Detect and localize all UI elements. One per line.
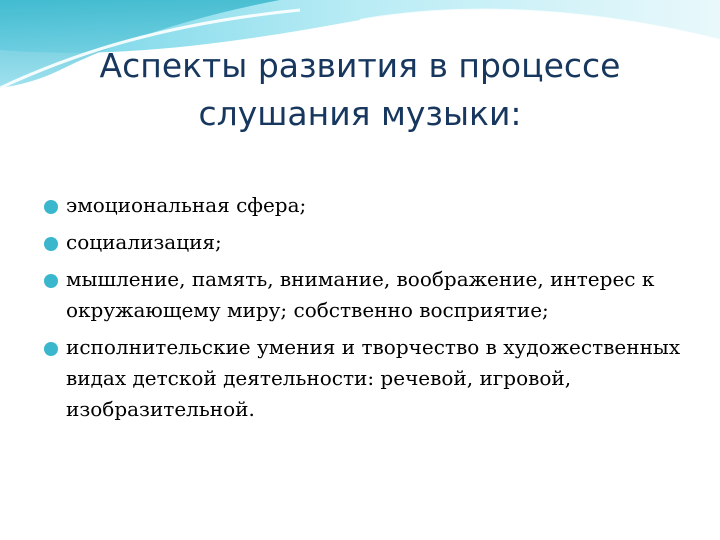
list-item-text: исполнительские умения и творчество в художественных видах детской деятельности: речевой, игровой, изобразительной. bbox=[66, 335, 681, 421]
bullet-list bbox=[44, 190, 684, 431]
list-item bbox=[44, 264, 684, 326]
list-item bbox=[44, 227, 684, 258]
list-item-text: эмоциональная сфера; bbox=[66, 193, 307, 217]
slide-title: Аспекты развития в процессе слушания музыки: bbox=[99, 46, 621, 133]
list-item-text: социализация; bbox=[66, 230, 222, 254]
filled-circle-icon bbox=[44, 342, 58, 356]
list-item bbox=[44, 190, 684, 221]
filled-circle-icon bbox=[44, 237, 58, 251]
filled-circle-icon bbox=[44, 274, 58, 288]
filled-circle-icon bbox=[44, 200, 58, 214]
list-item-text: мышление, память, внимание, воображение, интерес к окружающему миру; собственно восприятие; bbox=[66, 267, 655, 322]
list-item bbox=[44, 332, 684, 425]
